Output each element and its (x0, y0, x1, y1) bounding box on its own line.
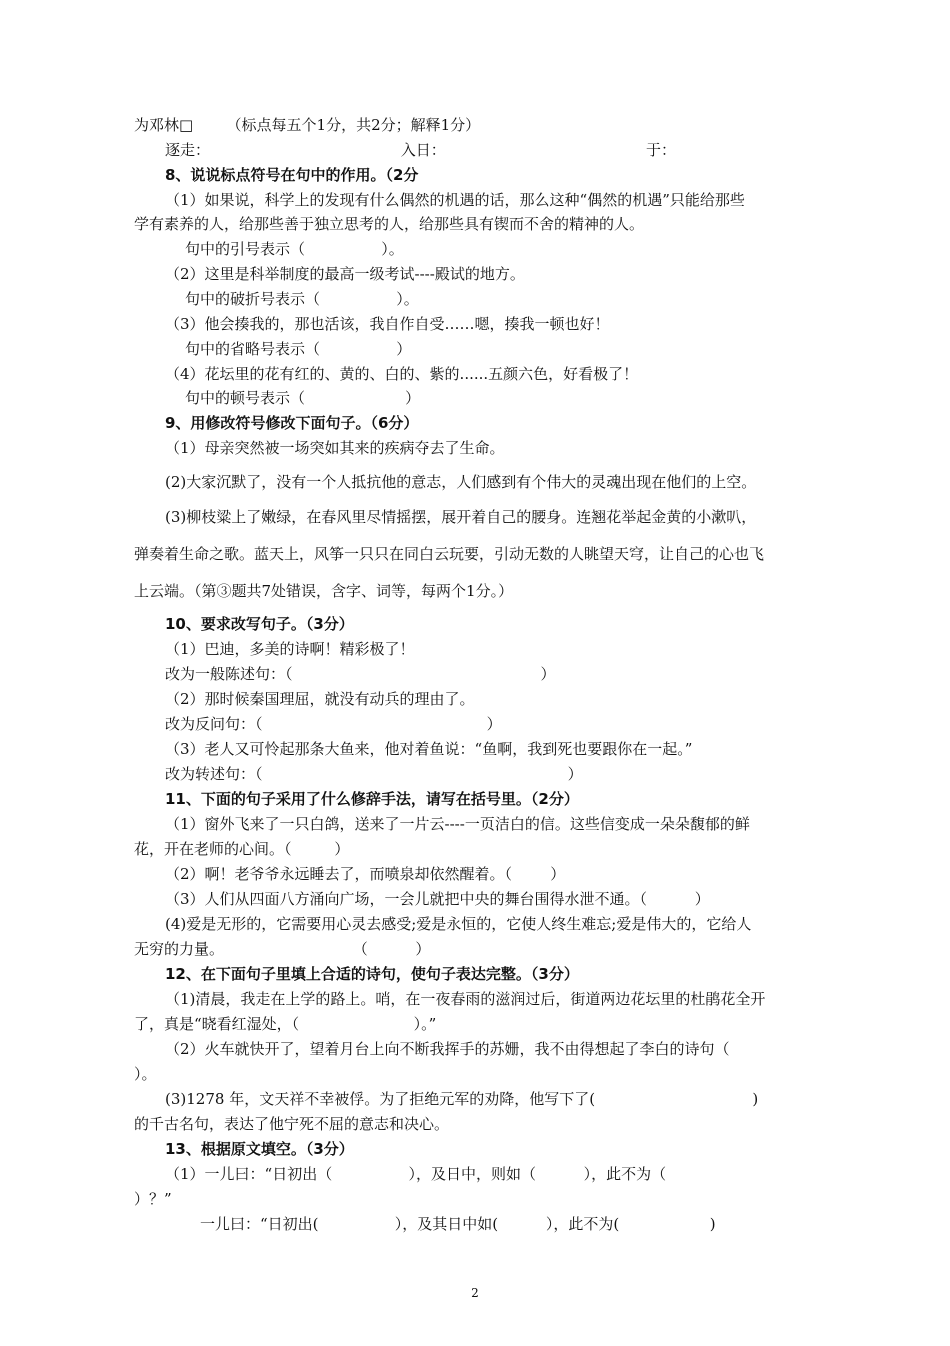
text-line: 上云端。（第③题共7处错误，含字、词等，每两个1分。） (134, 582, 514, 600)
text-line: 一儿曰：“日初出( ），及其日中如( ），此不为( ) (200, 1215, 716, 1233)
text-line: （1）母亲突然被一场突如其来的疾病夺去了生命。 (165, 439, 505, 457)
question-heading: 13、根据原文填空。（3分） (165, 1140, 354, 1158)
text-line: ）。 (134, 1065, 157, 1083)
text-line: (3)柳枝粱上了嫩绿，在春风里尽情摇摆，展开着自己的腰身。连翘花举起金黄的小漱叭， (165, 508, 757, 526)
text-line: 的千古名句，表达了他宁死不屈的意志和决心。 (134, 1115, 450, 1133)
question-heading: 8、说说标点符号在句中的作用。（2分 (165, 166, 419, 184)
text-line: 为邓林□ （标点每五个1分，共2分；解释1分） (134, 116, 481, 134)
question-heading: 11、下面的句子采用了什么修辞手法，请写在括号里。（2分） (165, 790, 579, 808)
text-line: （2）啊！老爷爷永远睡去了，而喷泉却依然醒着。（ ） (165, 865, 566, 883)
question-heading: 10、要求改写句子。（3分） (165, 615, 354, 633)
text-line: (2)大家沉默了，没有一个人抵抗他的意志，人们感到有个伟大的灵魂出现在他们的上空。 (165, 473, 757, 491)
text-line: （3）他会揍我的，那也活该，我自作自受……嗯，揍我一顿也好！ (165, 315, 610, 333)
text-line: (4)爱是无形的，它需要用心灵去感受;爱是永恒的，它使人终生难忘;爱是伟大的，它给人 (165, 915, 752, 933)
text-line: （1）如果说，科学上的发现有什么偶然的机遇的话，那么这种“偶然的机遇”只能给那些 (165, 191, 745, 209)
text-line: 改为一般陈述句：（ ） (165, 665, 556, 683)
text-line: 学有素养的人，给那些善于独立思考的人，给那些具有锲而不舍的精神的人。 (134, 215, 645, 233)
text-line: 改为反问句：（ ） (165, 715, 502, 733)
text-line: （3）老人又可怜起那条大鱼来，他对着鱼说：“鱼啊，我到死也要跟你在一起。” (165, 740, 693, 758)
text-line: 了，真是“晓看红湿处，（ ）。” (134, 1015, 437, 1033)
page-number: 2 (471, 1286, 479, 1300)
text-line: 句中的顿号表示（ ） (185, 389, 421, 407)
text-line: 改为转述句：（ ） (165, 765, 583, 783)
text-line: 句中的破折号表示（ ）。 (185, 290, 419, 308)
text-line: 逐走： 入日： 于： (165, 141, 676, 159)
text-line: 无穷的力量。 （ ） (134, 940, 431, 958)
text-line: 弹奏着生命之歌。蓝天上，风筝一只只在同白云玩要，引动无数的人眺望天穹，让自己的心也飞 (134, 545, 765, 563)
text-line: (3)1278 年，文天祥不幸被俘。为了拒绝元军的劝降，他写下了( ) (165, 1090, 759, 1108)
text-line: ）？” (134, 1190, 172, 1208)
text-line: （2）那时候秦国理屈，就没有动兵的理由了。 (165, 690, 475, 708)
question-heading: 12、在下面句子里填上合适的诗句，使句子表达完整。（3分） (165, 965, 579, 983)
text-line: （1)清晨，我走在上学的路上。哨，在一夜春雨的滋润过后，街道两边花坛里的杜鹃花全开 (165, 990, 766, 1008)
text-line: （2）这里是科举制度的最高一级考试----殿试的地方。 (165, 265, 525, 283)
question-heading: 9、用修改符号修改下面句子。（6分） (165, 414, 419, 432)
text-line: （4）花坛里的花有红的、黄的、白的、紫的......五颜六色，好看极了！ (165, 365, 639, 383)
text-line: （1）一儿曰：“日初出（ ），及日中，则如（ ），此不为（ (165, 1165, 667, 1183)
text-line: 句中的省略号表示（ ） (185, 340, 412, 358)
text-line: 花，开在老师的心间。（ ） (134, 840, 350, 858)
text-line: 句中的引号表示（ ）。 (185, 240, 404, 258)
text-line: （3）人们从四面八方涌向广场，一会儿就把中央的舞台围得水泄不通。（ ） (165, 890, 710, 908)
text-line: （1）窗外飞来了一只白鸽，送来了一片云----一页洁白的信。这些信变成一朵朵馥郁的鲜 (165, 815, 750, 833)
text-line: （2）火车就快开了，望着月台上向不断我挥手的苏姗，我不由得想起了李白的诗句（ (165, 1040, 730, 1058)
text-line: （1）巴迪，多美的诗啊！精彩极了！ (165, 640, 415, 658)
